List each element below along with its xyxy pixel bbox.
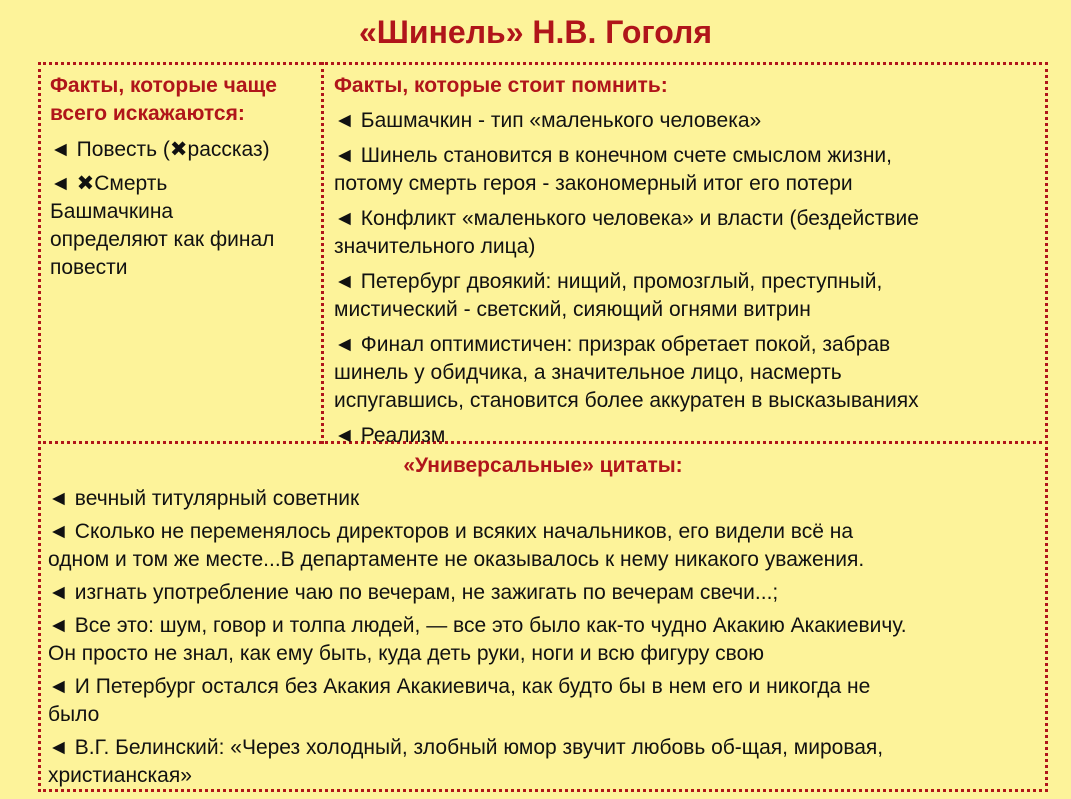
bullet-arrow-icon: ◄: [334, 144, 355, 167]
list-item: ◄ Финал оптимистичен: призрак обретает покой, забрав шинель у обидчика, а значительное лицо, насмерть испугавшись, становится более аккуратен в высказываниях: [334, 333, 919, 412]
list-item: ◄ Петербург двоякий: нищий, промозглый, преступный, мистический - светский, сияющий огнями витрин: [334, 270, 883, 321]
quotes-heading: «Универсальные» цитаты:: [403, 454, 683, 477]
page-title: «Шинель» Н.В. Гоголя: [358, 14, 713, 50]
quote-item: ◄ изгнать употребление чаю по вечерам, не зажигать по вечерам свечи...;: [48, 581, 779, 604]
bullet-arrow-icon: ◄: [48, 675, 69, 698]
left-heading: Факты, которые чаще всего искажаются:: [50, 74, 277, 125]
vertical-divider: [321, 62, 324, 444]
quotes-section: [48, 452, 1038, 790]
left-column: [50, 72, 318, 282]
bullet-arrow-icon: ◄: [48, 581, 69, 604]
cross-icon: ✖: [169, 138, 188, 161]
bullet-arrow-icon: ◄: [334, 333, 355, 356]
bullet-arrow-icon: ◄: [334, 424, 355, 447]
right-heading: Факты, которые стоит помнить:: [334, 74, 668, 97]
bullet-arrow-icon: ◄: [50, 172, 71, 195]
quote-item: ◄ Сколько не переменялось директоров и всяких начальников, его видели всё на одном и том же месте...В департаменте не оказывалось к нему никакого уважения.: [48, 520, 865, 571]
bullet-arrow-icon: ◄: [48, 614, 69, 637]
list-item: ◄ Башмачкин - тип «маленького человека»: [334, 109, 762, 132]
bullet-arrow-icon: ◄: [48, 520, 69, 543]
right-column: [334, 72, 1040, 450]
quote-item: ◄ Все это: шум, говор и толпа людей, — все это было как-то чудно Акакию Акакиевичу. Он просто не знал, как ему быть, куда деть руки, ноги и всю фигуру свою: [48, 614, 907, 665]
bullet-arrow-icon: ◄: [334, 270, 355, 293]
bullet-arrow-icon: ◄: [48, 736, 69, 759]
bullet-arrow-icon: ◄: [50, 138, 71, 161]
cross-icon: ✖: [76, 172, 95, 195]
bullet-arrow-icon: ◄: [334, 207, 355, 230]
quote-item: ◄ вечный титулярный советник: [48, 487, 360, 510]
right-items: [334, 107, 1040, 450]
left-item-1: ◄ Повесть (✖рассказ): [50, 138, 270, 161]
quotes-items: [48, 485, 1038, 790]
quote-item: ◄ И Петербург остался без Акакия Акакиевича, как будто бы в нем его и никогда не было: [48, 675, 871, 726]
quote-item: ◄ В.Г. Белинский: «Через холодный, злобный юмор звучит любовь об-щая, мировая, христианская»: [48, 736, 884, 787]
bullet-arrow-icon: ◄: [334, 109, 355, 132]
list-item: ◄ Шинель становится в конечном счете смыслом жизни, потому смерть героя - закономерный итог его потери: [334, 144, 892, 195]
bullet-arrow-icon: ◄: [48, 487, 69, 510]
list-item: ◄ Реализм: [334, 424, 446, 447]
list-item: ◄ Конфликт «маленького человека» и власти (бездействие значительного лица): [334, 207, 919, 258]
left-item-2: ◄ ✖Смерть Башмачкина определяют как финал повести: [50, 172, 275, 279]
